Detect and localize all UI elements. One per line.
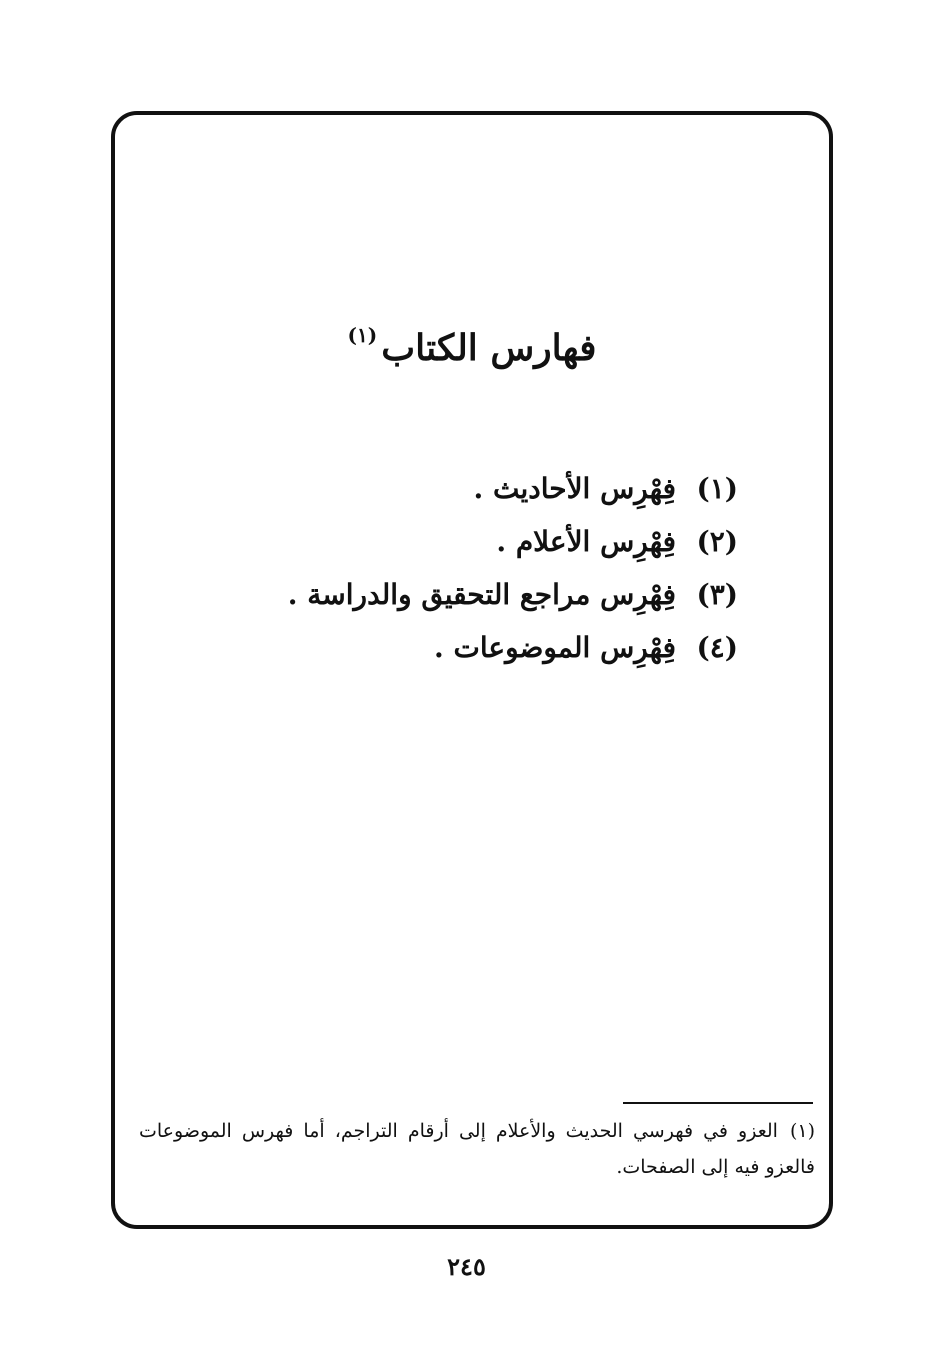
footnote-text: العزو في فهرسي الحديث والأعلام إلى أرقام التراجم، أما فهرس الموضوعات فالعزو فيه إلى الصفحات. [139, 1120, 815, 1178]
index-item-number: (٢) [696, 525, 738, 558]
index-item [178, 462, 738, 515]
index-item-number: (٣) [696, 578, 738, 611]
index-item-label: فِهْرِس الأحاديث . [473, 472, 676, 505]
footnote-separator [623, 1102, 813, 1104]
index-item-label: فِهْرِس مراجع التحقيق والدراسة . [287, 578, 676, 611]
index-item [178, 515, 738, 568]
footnote-number: (١) [789, 1120, 815, 1142]
index-list [178, 462, 738, 674]
title-text: فهارس الكتاب [381, 327, 597, 369]
index-item-label: فِهْرِس الموضوعات . [434, 631, 676, 664]
index-item [178, 621, 738, 674]
footnote [139, 1113, 815, 1185]
title-footnote-marker: (١) [347, 323, 378, 347]
index-item-label: فِهْرِس الأعلام . [496, 525, 676, 558]
page-title [111, 323, 833, 369]
page-number: ٢٤٥ [447, 1252, 486, 1281]
index-item [178, 568, 738, 621]
index-item-number: (٤) [696, 631, 738, 664]
index-item-number: (١) [696, 472, 738, 505]
